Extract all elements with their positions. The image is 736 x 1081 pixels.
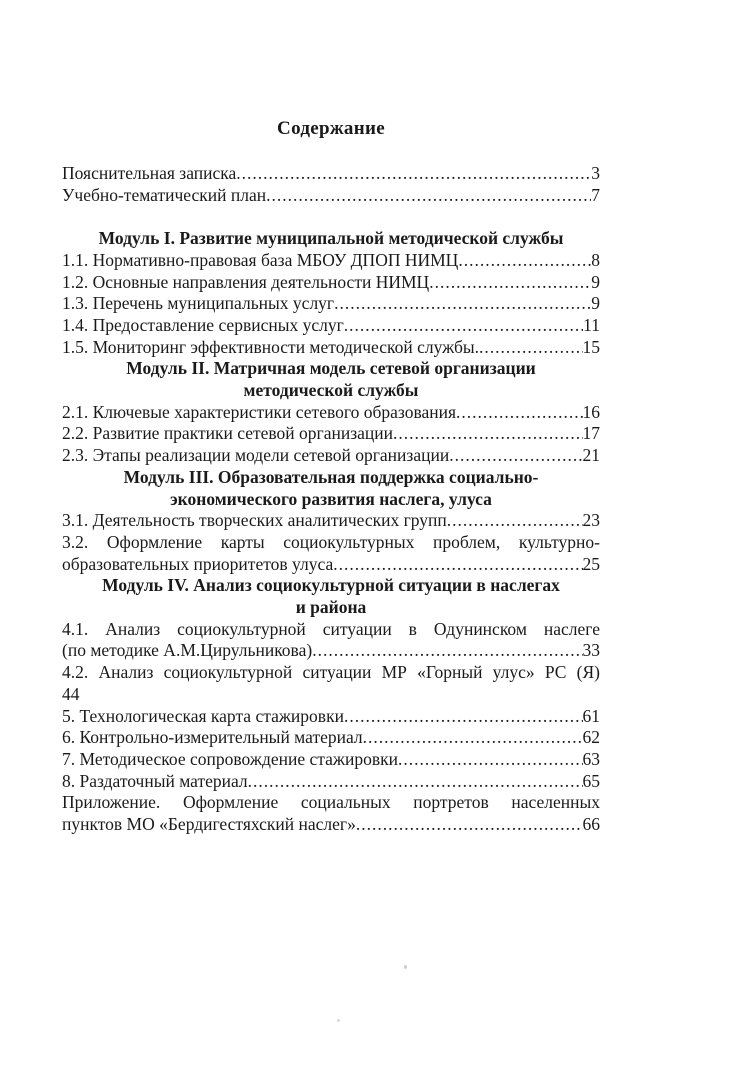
toc-entry-label: (по методике А.М.Цирульникова) [62, 640, 313, 661]
toc-entry-label: образовательных приоритетов улуса [62, 553, 334, 574]
dot-leader [248, 771, 583, 793]
toc-entry-label: 1.4. Предоставление сервисных услуг [62, 314, 344, 335]
toc-entry-label: Учебно-тематический план [62, 184, 267, 205]
toc-entry [62, 554, 600, 576]
toc-entry-label: 3.1. Деятельность творческих аналитических групп [62, 510, 447, 531]
toc-entry [62, 315, 600, 337]
dot-leader [456, 402, 582, 424]
toc-entry [62, 510, 600, 532]
dot-leader [363, 727, 583, 749]
dot-leader [236, 163, 591, 185]
toc-section-heading: методической службы [243, 380, 419, 401]
dot-leader [334, 293, 591, 315]
toc-entry-label: 2.2. Развитие практики сетевой организации [62, 423, 393, 444]
toc-entry-page-only: 44 [62, 683, 80, 704]
toc-entry [62, 185, 600, 207]
toc-entry [62, 402, 600, 424]
toc-entry [62, 814, 600, 836]
toc-entry [62, 640, 600, 662]
toc-entry-page: 61 [582, 705, 600, 726]
toc-entry-wrapped-line: Приложение. Оформление социальных портретов населенных [62, 792, 600, 813]
toc-entry [62, 250, 600, 272]
toc-entry-wrapped-line: 4.1. Анализ социокультурной ситуации в Одунинском наслеге [62, 618, 600, 639]
toc-entry [62, 163, 600, 185]
toc-entry-page: 62 [582, 727, 600, 748]
toc-entry-wrapped-line: 3.2. Оформление карты социокультурных проблем, культурно- [62, 531, 600, 552]
toc-entry-page: 9 [591, 293, 600, 314]
toc-entry [62, 293, 600, 315]
toc-entry [62, 272, 600, 294]
toc-entry-page: 8 [591, 249, 600, 270]
dot-leader [458, 250, 591, 272]
dot-leader [312, 640, 582, 662]
toc-section-heading: экономического развития наслега, улуса [170, 488, 492, 509]
toc-entry [62, 727, 600, 749]
toc-entry [62, 423, 600, 445]
toc-entry-label: пунктов МО «Бердигестяхский наслег» [62, 814, 356, 835]
dot-leader [429, 272, 591, 294]
toc-entry-page: 3 [591, 163, 600, 183]
dot-leader [266, 185, 591, 207]
blank-line [62, 206, 600, 228]
dot-leader [344, 315, 583, 337]
toc-entry-label: Пояснительная записка [62, 163, 237, 183]
toc-entry [62, 445, 600, 467]
toc-entry-page: 7 [591, 184, 600, 205]
toc-entry-page: 16 [582, 401, 600, 422]
toc-entry-label: 5. Технологическая карта стажировки [62, 705, 344, 726]
toc-entry [62, 706, 600, 728]
dot-leader [356, 814, 583, 836]
toc-entry [62, 749, 600, 771]
dot-leader [398, 749, 583, 771]
toc-entry-label: 1.3. Перечень муниципальных услуг [62, 293, 335, 314]
toc-entry [62, 771, 600, 793]
toc-entry-page: 9 [591, 271, 600, 292]
dot-leader [333, 554, 582, 576]
toc-entry [62, 337, 600, 359]
toc-entry-page: 66 [582, 814, 600, 835]
toc-entry-label: 1.1. Нормативно-правовая база МБОУ ДПОП НИМЦ [62, 249, 459, 270]
toc-entry-page: 11 [583, 314, 600, 335]
table-of-contents [62, 163, 600, 836]
toc-entry-label: 1.5. Мониторинг эффективности методической службы. [62, 336, 480, 357]
dot-leader [344, 706, 583, 728]
toc-entry-page: 15 [582, 336, 600, 357]
page-content [62, 118, 600, 836]
toc-section-heading: Модуль I. Развитие муниципальной методической службы [98, 228, 564, 249]
toc-entry-label: 6. Контрольно-измерительный материал [62, 727, 363, 748]
toc-section-heading: Модуль IV. Анализ социокультурной ситуации в наслегах [102, 575, 560, 596]
dot-leader [393, 423, 583, 445]
toc-entry-page: 65 [582, 770, 600, 791]
toc-entry-page: 25 [582, 553, 600, 574]
toc-entry-label: 2.3. Этапы реализации модели сетевой организации [62, 445, 450, 466]
toc-section-heading: Модуль III. Образовательная поддержка социально- [123, 466, 539, 487]
scan-artifact [404, 965, 407, 969]
page-title: Содержание [277, 118, 385, 139]
toc-entry-page: 33 [582, 640, 600, 661]
toc-entry-page: 63 [582, 748, 600, 769]
dot-leader [447, 510, 583, 532]
toc-entry-page: 23 [582, 510, 600, 531]
toc-entry-label: 2.1. Ключевые характеристики сетевого образования [62, 401, 457, 422]
toc-entry-page: 21 [582, 445, 600, 466]
dot-leader [449, 445, 582, 467]
dot-leader [479, 337, 582, 359]
toc-entry-page: 17 [582, 423, 600, 444]
toc-section-heading: и района [295, 597, 367, 618]
toc-section-heading: Модуль II. Матричная модель сетевой организации [126, 358, 536, 379]
scan-artifact [337, 1019, 340, 1022]
toc-entry-wrapped-line: 4.2. Анализ социокультурной ситуации МР «Горный улус» РС (Я) [62, 662, 600, 683]
toc-entry-label: 7. Методическое сопровождение стажировки [62, 748, 398, 769]
toc-entry-label: 1.2. Основные направления деятельности НИМЦ [62, 271, 430, 292]
toc-entry-label: 8. Раздаточный материал [62, 770, 248, 791]
